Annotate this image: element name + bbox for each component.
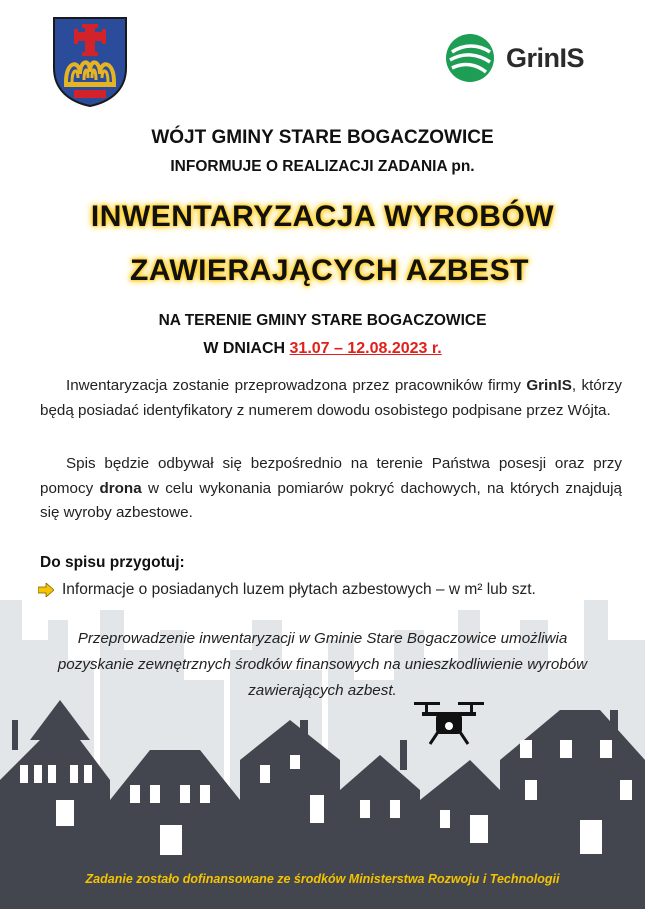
- drone-icon: [412, 700, 486, 746]
- dates-value: 31.07 – 12.08.2023 r.: [289, 340, 442, 357]
- prepare-item: [38, 581, 536, 599]
- brand-name: GrinIS: [506, 42, 585, 73]
- coat-of-arms-logo: [52, 16, 128, 108]
- grinis-mark-icon: [444, 32, 496, 84]
- funding-note: Przeprowadzenie inwentaryzacji w Gminie Stare Bogaczowice umożliwia pozyskanie zewnętrznych środków finansowych na unieszkodliwienie wyrobów zawierających azbest.: [57, 630, 588, 699]
- subheading-dates-line: [0, 340, 645, 358]
- subheading-line1: NA TERENIE GMINY STARE BOGACZOWICE: [158, 312, 487, 329]
- prepare-item-text: Informacje o posiadanych luzem płytach azbestowych – w m² lub szt.: [62, 581, 536, 598]
- heading-line1: WÓJT GMINY STARE BOGACZOWICE: [151, 127, 494, 148]
- paragraph-2-bold: drona: [99, 479, 142, 497]
- paragraph-2-before: Spis będzie odbywał się bezpośrednio na terenie Państwa posesji oraz przy pomocy: [40, 455, 622, 497]
- arrow-right-icon: [38, 583, 54, 597]
- prepare-title: Do spisu przygotuj:: [40, 554, 185, 571]
- title-line2: ZAWIERAJĄCYCH AZBEST: [130, 254, 529, 287]
- paragraph-1: [40, 374, 622, 423]
- heading-line2: INFORMUJE O REALIZACJI ZADANIA pn.: [170, 158, 475, 175]
- paragraph-2-after: w celu wykonania pomiarów pokryć dachowych, na których znajdują się wyroby azbestowe.: [40, 479, 622, 521]
- paragraph-1-after: , którzy będą posiadać identyfikatory z numerem dowodu osobistego podpisane przez Wójta.: [40, 377, 623, 419]
- paragraph-2: [40, 452, 622, 526]
- paragraph-1-bold: GrinIS: [526, 377, 572, 394]
- dates-prefix: W DNIACH: [203, 340, 290, 357]
- title-line1: INWENTARYZACJA WYROBÓW: [90, 200, 555, 233]
- grinis-logo: [444, 32, 584, 84]
- footer-funding-text: Zadanie zostało dofinansowane ze środków Ministerstwa Rozwoju i Technologii: [85, 872, 560, 886]
- paragraph-1-before: Inwentaryzacja zostanie przeprowadzona przez pracowników firmy: [66, 377, 527, 394]
